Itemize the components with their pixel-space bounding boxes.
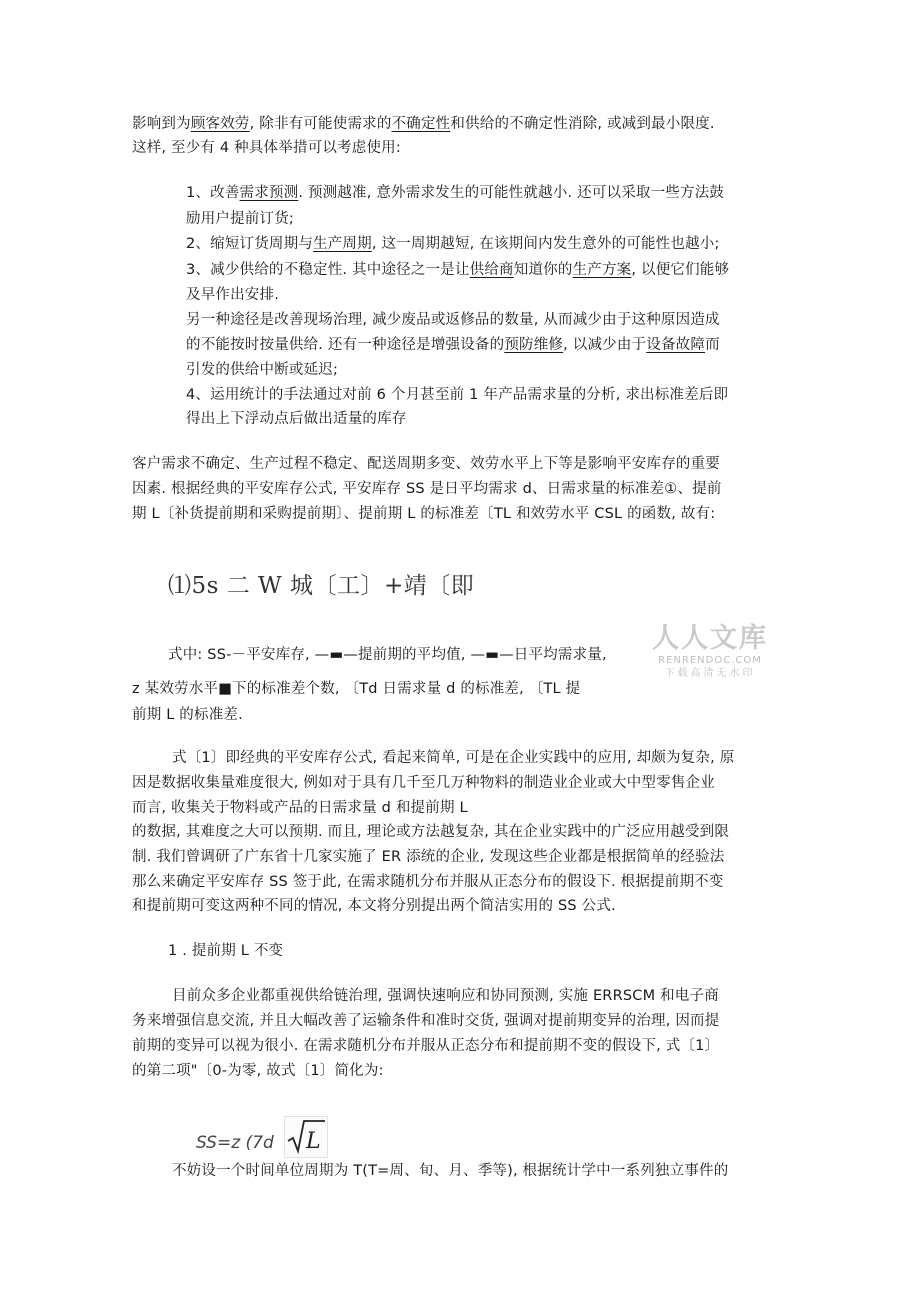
list-item-4-line-2: 得出上下浮动点后做出适量的库存 [186,411,407,427]
defs-line-1: 式中: SS-－平安库存, —▬—提前期的平均值, —▬—日平均需求量, [168,647,607,663]
list-item-3-line-1 [186,261,729,279]
p3-line-3: 而言, 收集关于物料或产品的日需求量 d 和提前期 L [132,800,468,816]
text: 的不能按时按量供给. 还有一种途径是增强设备的 [186,337,505,353]
text: , 以减少由于 [563,337,647,353]
link-gongjishang[interactable]: 供给商 [469,262,514,278]
p2-line-1: 客户需求不确定、生产过程不稳定、配送周期多变、效劳水平上下等是影响平安库存的重要 [132,456,720,472]
defs-line-3: 前期 L 的标准差. [132,707,243,723]
list-item-1-line-2: 励用户提前订货; [186,211,294,227]
watermark-domain: RENRENDOC.COM [658,655,762,666]
section-heading-1: 1 . 提前期 L 不变 [168,943,284,959]
link-shengchanzhouqi[interactable]: 生产周期 [313,236,372,252]
list-item-1-line-1 [186,184,724,202]
text: , 除非有可能使需求的 [249,116,392,132]
sqrt-l-text: L [306,1129,321,1154]
p3-line-1: 式〔1〕即经典的平安库存公式, 看起来简单, 可是在企业实践中的应用, 却颇为复杂, 原 [172,750,735,766]
text: 和供给的不确定性消除, 或减到最小限度. [450,116,715,132]
formula-2: SS=z (7d [196,1133,274,1153]
text: 知道你的 [513,262,573,278]
link-yufangweixiu[interactable]: 预防维修 [504,337,564,353]
list-item-3-line-4 [186,336,720,354]
p3-line-6: 那么来确定平安库存 SS 签于此, 在需求随机分布并服从正态分布的假设下. 根据提前期不变 [132,874,724,890]
text: . 预测越准, 意外需求发生的可能性就越小. 还可以采取一些方法鼓 [298,185,725,201]
p3-line-2: 因是数据收集量难度很大, 例如对于具有几千至几万种物料的制造业企业或大中型零售企业 [132,775,715,791]
list-item-3-line-5: 引发的供给中断或延迟; [186,362,339,378]
list-item-3-line-2: 及早作出安排. [186,287,280,303]
watermark [648,624,772,680]
p3-line-4: 的数据, 其难度之大可以预期. 而且, 理论或方法越复杂, 其在企业实践中的广泛应用越受到限 [132,824,730,840]
list-item-3-line-3: 另一种途径是改善现场治理, 减少废品或返修品的数量, 从而减少由于这种原因造成 [186,312,720,328]
list-item-2 [186,235,720,253]
link-buquedingxing[interactable]: 不确定性 [391,116,451,132]
p4-line-1: 目前众多企业都重视供给链治理, 强调快速响应和协同预测, 实施 ERRSCM 和电子商 [172,988,719,1004]
text: , 这一周期越短, 在该期间内发生意外的可能性也越小; [371,236,720,252]
p4-line-2: 务来增强信息交流, 并且大幅改善了运输条件和准时交货, 强调对提前期变异的治理, 因而提 [132,1013,720,1029]
text: 2、缩短订货周期与 [186,236,314,252]
p4-line-3: 前期的变异可以视为很小. 在需求随机分布并服从正态分布和提前期不变的假设下, 式〔1〕 [132,1038,720,1054]
text: , 以便它们能够 [631,262,730,278]
p5-line-1: 不妨设一个时间单位周期为 T(T=周、旬、月、季等), 根据统计学中一系列独立事件的 [172,1163,729,1179]
p1-line-1 [132,115,715,133]
link-shebeiguzhang[interactable]: 设备故障 [646,337,706,353]
link-shengchanfangan[interactable]: 生产方案 [572,262,632,278]
p2-line-2: 因素. 根据经典的平安库存公式, 平安库存 SS 是日平均需求 d、日需求量的标准差①、提前 [132,481,722,497]
text: 1、改善 [186,185,240,201]
p2-line-3: 期 L〔补货提前期和采购提前期〕、提前期 L 的标准差〔TL 和效劳水平 CSL 的函数, 故有: [132,506,716,522]
p1-line-2: 这样, 至少有 4 种具体举措可以考虑使用: [132,140,401,156]
link-gukexiaolao[interactable]: 顾客效劳 [190,116,250,132]
defs-line-2: z 某效劳水平■下的标准差个数, 〔Td 日需求量 d 的标准差, 〔TL 提 [132,681,581,697]
link-xuqiuyuce[interactable]: 需求预测 [239,185,299,201]
list-item-4-line-1: 4、运用统计的手法通过对前 6 个月甚至前 1 年产品需求量的分析, 求出标准差后即 [186,387,729,403]
sqrt-l-icon [285,1117,327,1157]
text: 影响到为 [132,116,191,132]
formula-1: ⑴5s 二 W 城〔工〕+靖〔即 [168,573,475,599]
watermark-title: 人人文库 [652,623,768,654]
p4-line-4: 的第二项"〔0-为零, 故式〔1〕简化为: [132,1063,384,1079]
watermark-subtitle: 下载高清无水印 [664,668,756,679]
sqrt-formula-image [284,1116,328,1158]
text: 3、减少供给的不稳定性. 其中途径之一是让 [186,262,470,278]
text: 而 [705,337,720,353]
p3-line-7: 和提前期可变这两种不同的情况, 本文将分别提出两个简洁实用的 SS 公式. [132,898,616,914]
p3-line-5: 制. 我们曾调研了广东省十几家实施了 ER 添统的企业, 发现这些企业都是根据简单的经验法 [132,849,725,865]
